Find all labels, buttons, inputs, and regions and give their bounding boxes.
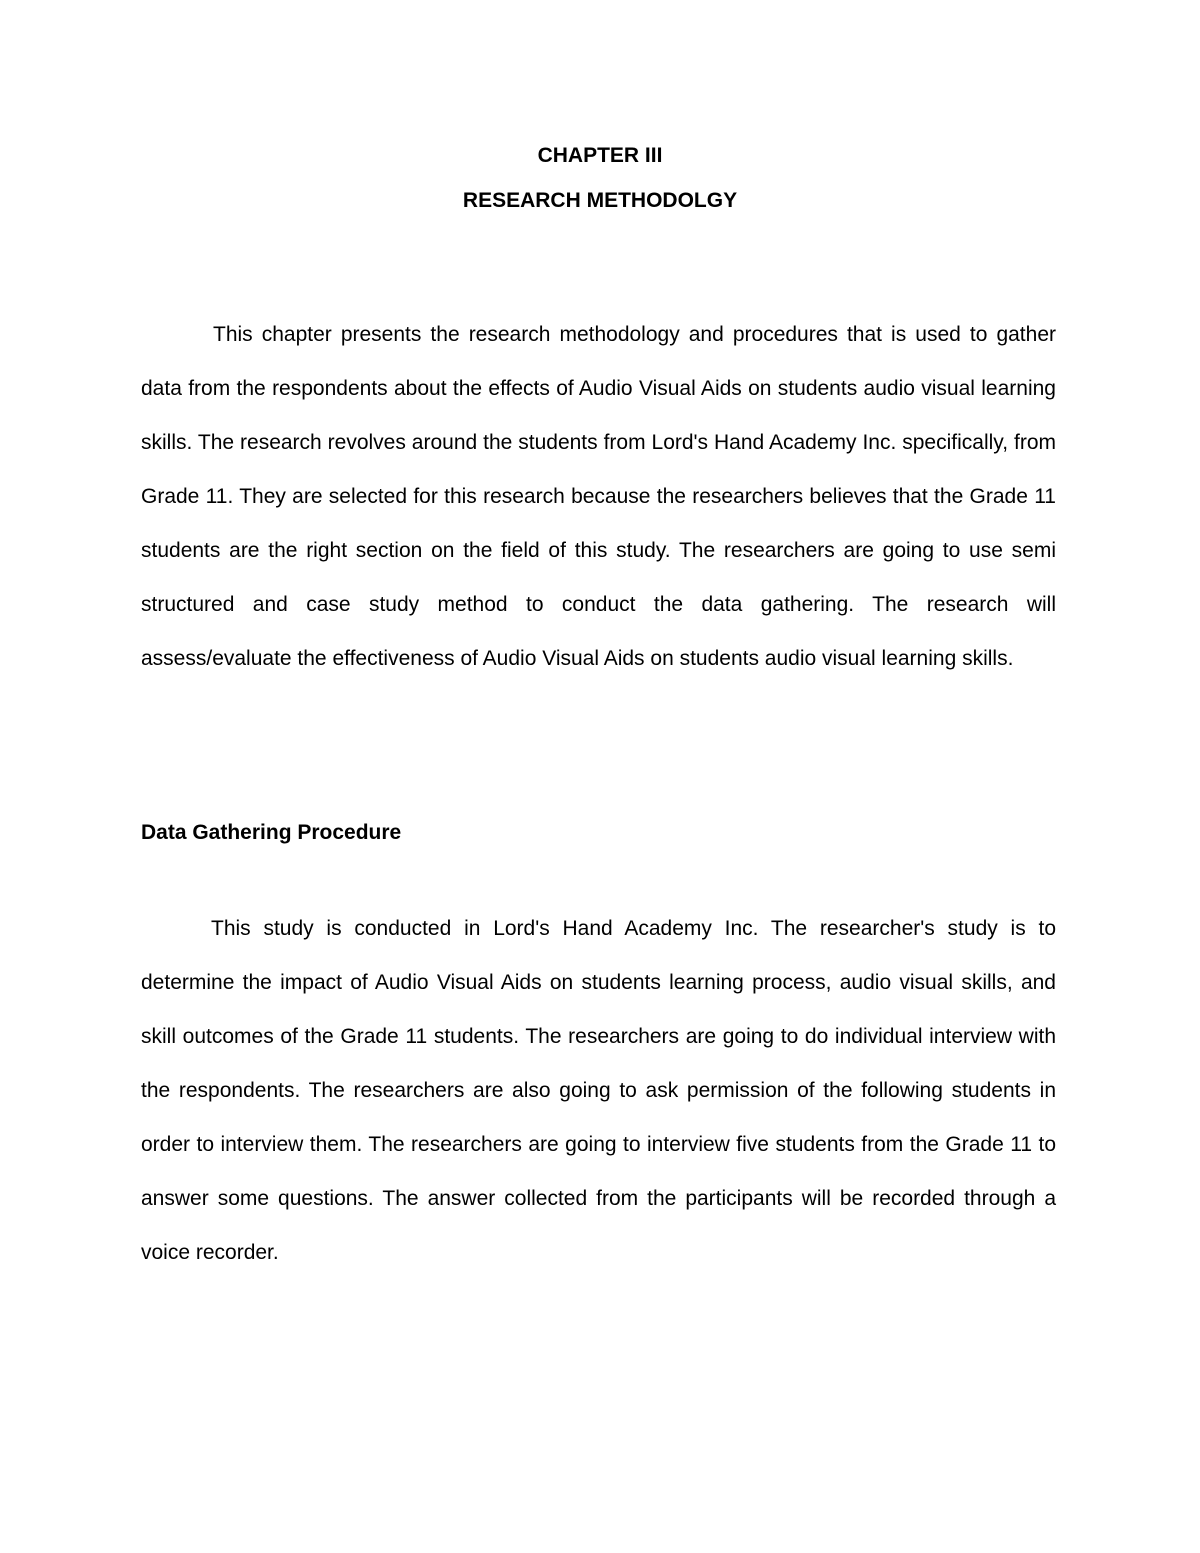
procedure-paragraph: This study is conducted in Lord's Hand Academy Inc. The researcher's study is to determine the impact of Audio Visual Aids on students learning process, audio visual skills, and skill outcomes of the Grade 11 students. The researchers are going to do individual interview with the respondents. The researchers are also going to ask permission of the following students in order to interview them. The researchers are going to interview five students from the Grade 11 to answer some questions. The answer collected from the participants will be recorded through a voice recorder. xyxy=(141,917,1056,1264)
chapter-title: RESEARCH METHODOLGY xyxy=(462,189,738,212)
chapter-label: CHAPTER III xyxy=(537,144,663,167)
intro-paragraph: This chapter presents the research methodology and procedures that is used to gather data from the respondents about the effects of Audio Visual Aids on students audio visual learning skills. The research revolves around the students from Lord's Hand Academy Inc. specifically, from Grade 11. They are selected for this research because the researchers believes that the Grade 11 students are the right section on the field of this study. The researchers are going to use semi structured and case study method to conduct the data gathering. The research will assess/evaluate the effectiveness of Audio Visual Aids on students audio visual learning skills. xyxy=(141,323,1056,670)
section-heading: Data Gathering Procedure xyxy=(141,821,402,844)
